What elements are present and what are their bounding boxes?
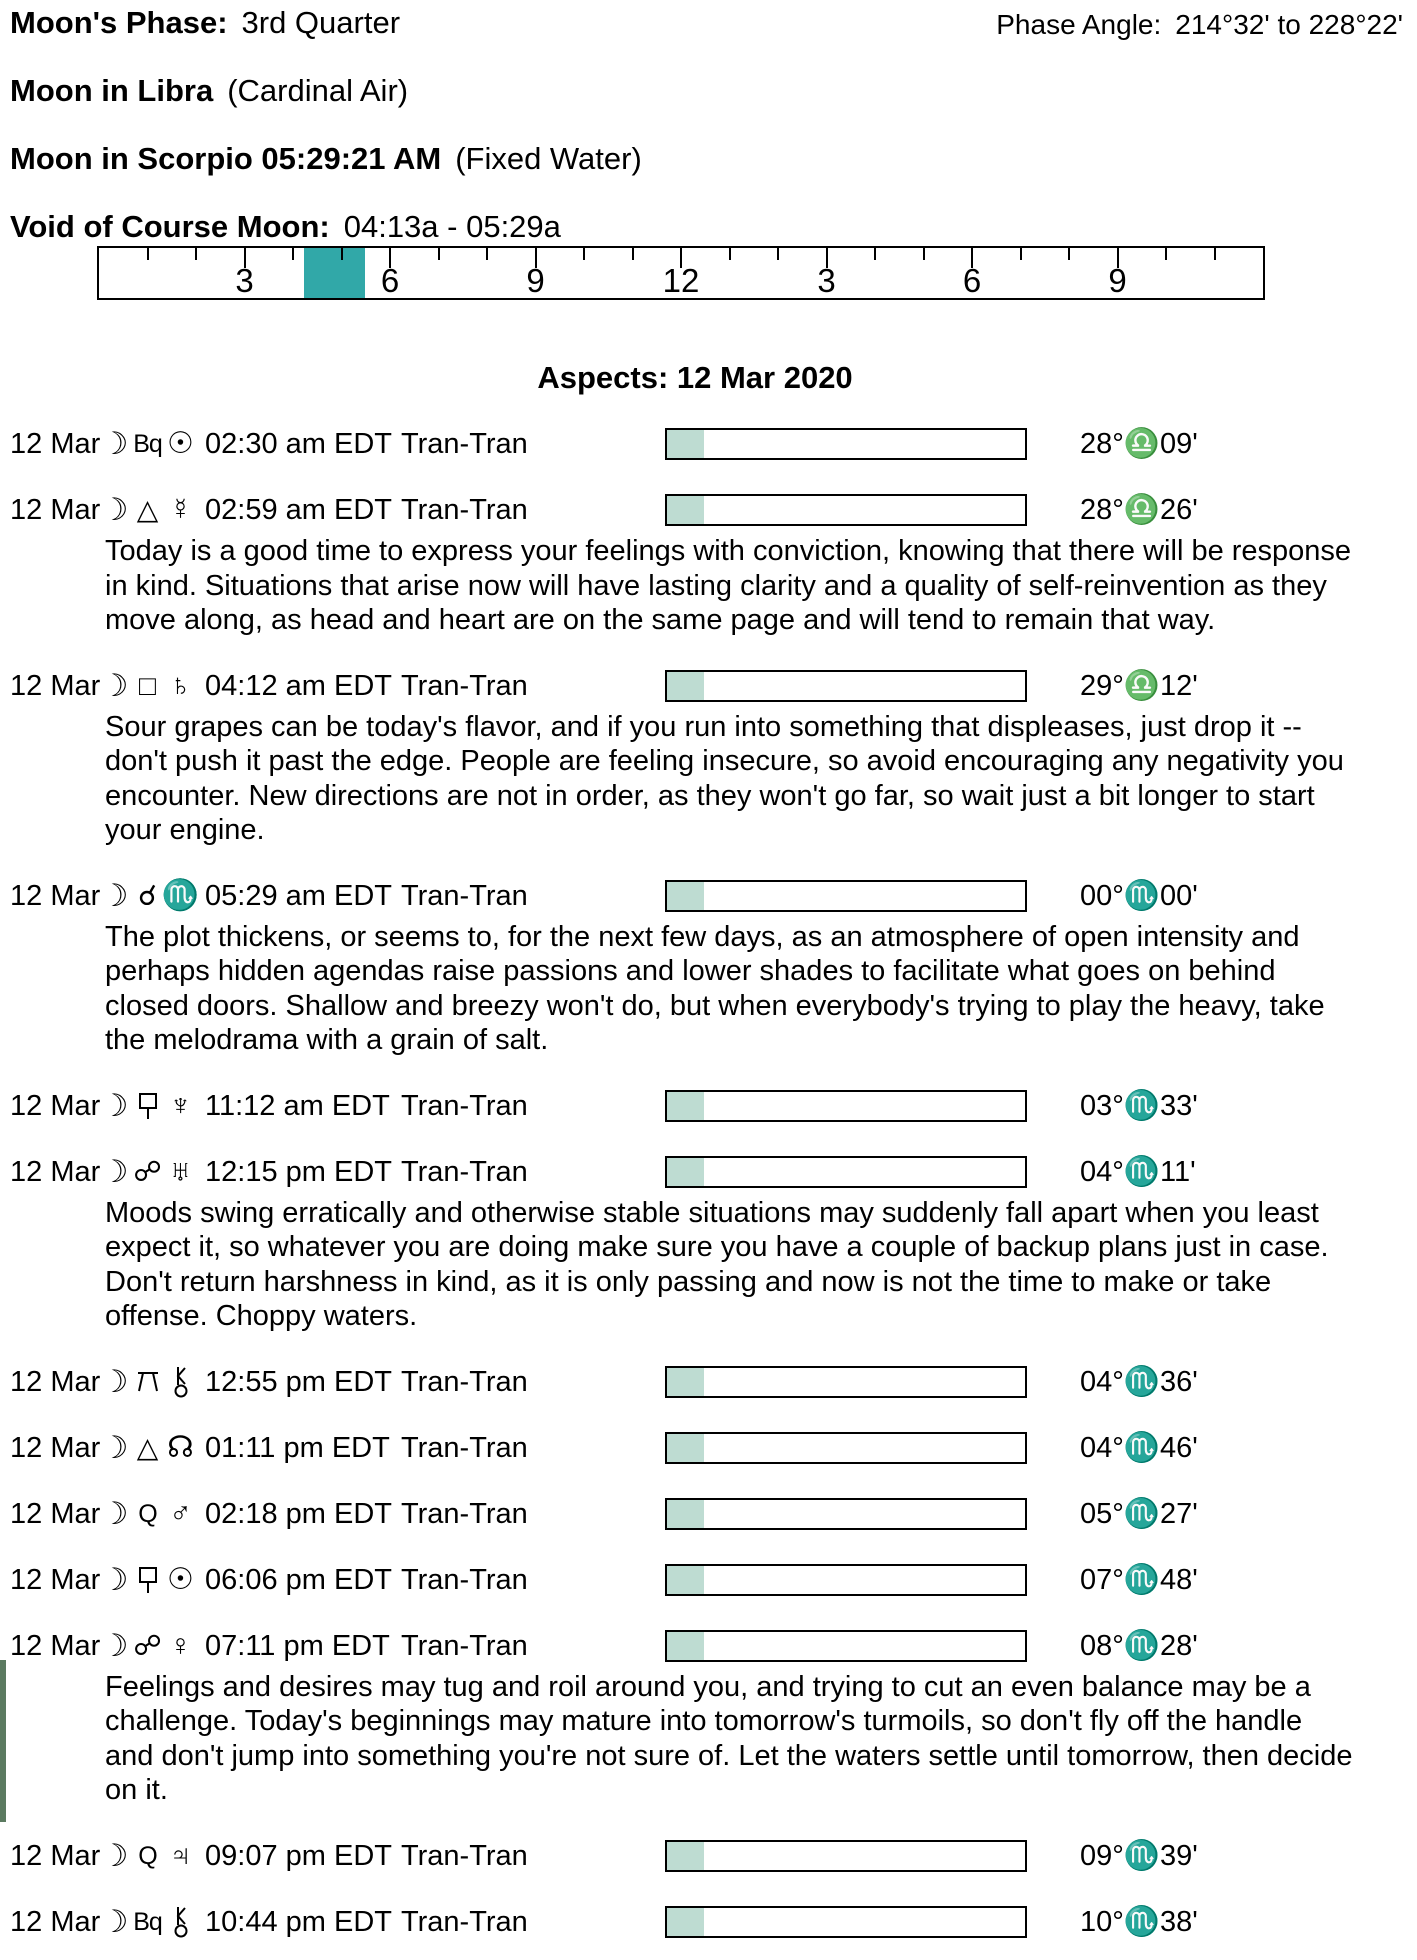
aspect-row-line bbox=[10, 1838, 1417, 1874]
aspect-row[interactable] bbox=[10, 1088, 1417, 1124]
aspect-row-line bbox=[10, 1628, 1417, 1664]
aspect-row[interactable] bbox=[10, 426, 1417, 462]
aspect-time: 02:30 am EDT bbox=[205, 428, 392, 460]
aspect-degree: 28°♎26' bbox=[1080, 494, 1198, 526]
planet-icon bbox=[164, 1364, 197, 1400]
orb-progress-fill bbox=[667, 1092, 704, 1120]
moon-icon: ☽ bbox=[100, 492, 129, 527]
aspect-row-line bbox=[10, 1430, 1417, 1466]
orb-progress-fill bbox=[667, 1842, 704, 1870]
aspect-date: 12 Mar bbox=[10, 879, 101, 912]
aspect-row[interactable] bbox=[10, 668, 1417, 848]
aspect-row[interactable] bbox=[10, 1838, 1417, 1874]
moon-icon: ☽ bbox=[100, 1561, 129, 1597]
moon-sign-note: (Cardinal Air) bbox=[227, 73, 409, 108]
aspect-row-line bbox=[10, 878, 1417, 914]
aspect-time: 06:06 pm EDT bbox=[205, 1563, 392, 1596]
moon-icon: ☽ bbox=[100, 667, 129, 703]
orb-progress-fill bbox=[667, 1908, 704, 1936]
orb-progress-bar bbox=[665, 1366, 1027, 1398]
planet-icon bbox=[164, 1904, 197, 1940]
phase-angle-label: Phase Angle: bbox=[996, 9, 1162, 40]
header-row-moon-ingress bbox=[10, 142, 1417, 176]
aspect-type: Tran-Tran bbox=[401, 494, 528, 526]
aspect-type: Tran-Tran bbox=[401, 1155, 528, 1188]
aspect-type: Tran-Tran bbox=[401, 1839, 528, 1872]
aspect-interpretation: Sour grapes can be today's flavor, and if you run into something that displeases, just drop it -- don't push it past the edge. People are feeling insecure, so avoid encouraging any negativity you encounter. New directions are not in order, as they won't go far, so wait just a bit longer to start your engine. bbox=[105, 710, 1344, 846]
orb-progress-fill bbox=[667, 1158, 704, 1186]
phase-angle bbox=[996, 6, 1403, 42]
aspect-interpretation: The plot thickens, or seems to, for the next few days, as an atmosphere of open intensity and perhaps hidden agendas raise passions and lower shades to facilitate what goes on behind closed doors. Shallow and breezy won't do, but when everybody's trying to play the heavy, take the melodrama with a grain of salt. bbox=[105, 920, 1325, 1056]
orb-progress-bar bbox=[665, 428, 1027, 460]
paragraph-marker bbox=[0, 1660, 6, 1822]
aspect-date: 12 Mar bbox=[10, 1839, 101, 1872]
planet-icon: ♄ bbox=[169, 668, 192, 702]
aspect-row-line bbox=[10, 1088, 1417, 1124]
header-row-voc bbox=[10, 210, 1417, 244]
aspect-row-line bbox=[10, 1364, 1417, 1400]
aspect-degree: 00°♏00' bbox=[1080, 879, 1198, 912]
orb-progress-bar bbox=[665, 670, 1027, 702]
aspect-date: 12 Mar bbox=[10, 1497, 101, 1530]
orb-progress-bar bbox=[665, 494, 1027, 526]
aspect-interpretation: Feelings and desires may tug and roil around you, and trying to cut an even balance may be a challenge. Today's beginnings may mature into tomorrow's turmoils, so don't fly off the handle and don't jump into something you're not sure of. Let the waters settle until tomorrow, then decide on it. bbox=[105, 1670, 1353, 1806]
orb-progress-bar bbox=[665, 1630, 1027, 1662]
aspect-type: Tran-Tran bbox=[401, 1431, 528, 1464]
orb-progress-bar bbox=[665, 880, 1027, 912]
aspect-icon: Q bbox=[138, 1499, 157, 1528]
moon-sign-label: Moon in Libra bbox=[10, 73, 214, 108]
aspect-time: 02:59 am EDT bbox=[205, 494, 392, 526]
orb-progress-bar bbox=[665, 1432, 1027, 1464]
aspect-icon: △ bbox=[136, 494, 159, 525]
aspect-row-line bbox=[10, 1154, 1417, 1190]
voc-value: 04:13a - 05:29a bbox=[343, 209, 561, 244]
aspect-type: Tran-Tran bbox=[401, 428, 528, 460]
aspect-degree: 04°♏36' bbox=[1080, 1365, 1198, 1398]
aspect-icon: ☍ bbox=[133, 1629, 162, 1661]
aspect-icon bbox=[131, 1088, 164, 1124]
aspect-icon: Bq bbox=[133, 430, 162, 458]
aspect-row[interactable] bbox=[10, 1430, 1417, 1466]
header-row-moon-sign bbox=[10, 74, 1417, 108]
aspect-time: 12:15 pm EDT bbox=[205, 1155, 392, 1188]
aspect-type: Tran-Tran bbox=[401, 1089, 528, 1122]
aspect-degree: 07°♏48' bbox=[1080, 1563, 1198, 1596]
aspect-icon: Bq bbox=[133, 1907, 162, 1936]
aspect-icon bbox=[131, 1364, 164, 1400]
aspect-row[interactable] bbox=[10, 1364, 1417, 1400]
aspect-degree: 10°♏38' bbox=[1080, 1905, 1198, 1938]
aspect-time: 07:11 pm EDT bbox=[205, 1629, 390, 1662]
moon-phase bbox=[10, 6, 400, 42]
aspect-degree: 29°♎12' bbox=[1080, 669, 1198, 702]
moon-icon: ☽ bbox=[100, 1903, 129, 1939]
aspect-degree: 09°♏39' bbox=[1080, 1839, 1198, 1872]
moon-phase-label: Moon's Phase: bbox=[10, 5, 228, 40]
aspects-title: Aspects: 12 Mar 2020 bbox=[537, 360, 853, 395]
voc-timeline-ruler: 3 6 9 12 3 6 9 bbox=[97, 246, 1265, 300]
aspect-date: 12 Mar bbox=[10, 428, 101, 460]
aspect-date: 12 Mar bbox=[10, 1905, 101, 1938]
aspect-row[interactable] bbox=[10, 1628, 1417, 1808]
moon-ingress-label: Moon in Scorpio 05:29:21 AM bbox=[10, 141, 442, 176]
orb-progress-fill bbox=[667, 1566, 704, 1594]
voc-label: Void of Course Moon: bbox=[10, 209, 330, 244]
orb-progress-fill bbox=[667, 1500, 704, 1528]
aspect-time: 11:12 am EDT bbox=[205, 1089, 390, 1122]
orb-progress-bar bbox=[665, 1564, 1027, 1596]
aspect-interpretation: Today is a good time to express your feelings with conviction, knowing that there will be response in kind. Situations that arise now will have lasting clarity and a quality of self-reinvention as they move along, as head and heart are on the same page and will tend to remain that way. bbox=[105, 535, 1352, 636]
aspect-type: Tran-Tran bbox=[401, 1563, 528, 1596]
moon-icon: ☽ bbox=[100, 426, 129, 461]
aspect-date: 12 Mar bbox=[10, 1431, 101, 1464]
planet-icon: ♃ bbox=[169, 1838, 192, 1872]
orb-progress-bar bbox=[665, 1498, 1027, 1530]
moon-icon: ☽ bbox=[100, 1627, 129, 1663]
orb-progress-fill bbox=[667, 496, 704, 524]
aspect-type: Tran-Tran bbox=[401, 1905, 528, 1938]
moon-phase-value: 3rd Quarter bbox=[241, 5, 401, 40]
orb-progress-bar bbox=[665, 1840, 1027, 1872]
planet-icon: ☊ bbox=[167, 1430, 194, 1464]
orb-progress-fill bbox=[667, 1434, 704, 1462]
planet-icon: ♂ bbox=[169, 1496, 192, 1530]
phase-angle-value: 214°32' to 228°22' bbox=[1175, 9, 1403, 40]
aspect-type: Tran-Tran bbox=[401, 1629, 528, 1662]
orb-progress-bar bbox=[665, 1906, 1027, 1938]
orb-progress-fill bbox=[667, 1368, 704, 1396]
aspect-icon: Q bbox=[138, 1841, 157, 1870]
moon-ingress-note: (Fixed Water) bbox=[455, 141, 642, 176]
aspect-date: 12 Mar bbox=[10, 1089, 101, 1122]
aspect-type: Tran-Tran bbox=[401, 879, 528, 912]
aspect-time: 12:55 pm EDT bbox=[205, 1365, 392, 1398]
aspect-row[interactable] bbox=[10, 492, 1417, 638]
planet-icon: ☉ bbox=[167, 427, 194, 460]
orb-progress-bar bbox=[665, 1156, 1027, 1188]
planet-icon: ♆ bbox=[169, 1088, 192, 1122]
aspect-date: 12 Mar bbox=[10, 1155, 101, 1188]
aspect-time: 04:12 am EDT bbox=[205, 669, 392, 702]
moon-icon: ☽ bbox=[100, 1087, 129, 1123]
moon-icon: ☽ bbox=[100, 1153, 129, 1189]
orb-progress-fill bbox=[667, 1632, 704, 1660]
aspect-degree: 03°♏33' bbox=[1080, 1089, 1198, 1122]
planet-icon: ♏ bbox=[161, 878, 200, 912]
aspect-degree: 08°♏28' bbox=[1080, 1629, 1198, 1662]
aspect-type: Tran-Tran bbox=[401, 1497, 528, 1530]
aspect-list bbox=[10, 426, 1417, 1940]
aspect-degree: 05°♏27' bbox=[1080, 1497, 1198, 1530]
aspect-row-line bbox=[10, 1904, 1417, 1940]
aspect-type: Tran-Tran bbox=[401, 1365, 528, 1398]
aspect-date: 12 Mar bbox=[10, 1365, 101, 1398]
aspect-row[interactable] bbox=[10, 1496, 1417, 1532]
orb-progress-bar bbox=[665, 1090, 1027, 1122]
aspect-icon: ☍ bbox=[133, 1155, 162, 1187]
aspect-date: 12 Mar bbox=[10, 669, 101, 702]
planet-icon: ☉ bbox=[167, 1562, 194, 1596]
orb-progress-fill bbox=[667, 430, 704, 458]
aspect-row-line bbox=[10, 492, 1417, 528]
aspect-date: 12 Mar bbox=[10, 494, 101, 526]
orb-progress-fill bbox=[667, 672, 704, 700]
aspect-icon: △ bbox=[136, 1431, 159, 1463]
aspect-time: 09:07 pm EDT bbox=[205, 1839, 392, 1872]
aspect-row-line bbox=[10, 1562, 1417, 1598]
aspect-row[interactable] bbox=[10, 878, 1417, 1058]
aspect-time: 10:44 pm EDT bbox=[205, 1905, 392, 1938]
moon-icon: ☽ bbox=[100, 877, 129, 913]
moon-icon: ☽ bbox=[100, 1837, 129, 1873]
aspect-time: 05:29 am EDT bbox=[205, 879, 392, 912]
moon-icon: ☽ bbox=[100, 1495, 129, 1531]
aspect-row-line bbox=[10, 668, 1417, 704]
voc-highlight-cell bbox=[304, 248, 365, 298]
planet-icon: ☿ bbox=[169, 493, 192, 526]
moon-icon: ☽ bbox=[100, 1363, 129, 1399]
orb-progress-fill bbox=[667, 882, 704, 910]
aspect-interpretation: Moods swing erratically and otherwise stable situations may suddenly fall apart when you least expect it, so whatever you are doing make sure you have a couple of backup plans just in case. Don't return harshness in kind, as it is only passing and now is not the time to make or take offense. Choppy waters. bbox=[105, 1196, 1329, 1332]
aspect-row[interactable] bbox=[10, 1154, 1417, 1334]
header-row-phase bbox=[10, 6, 1417, 42]
aspect-row[interactable] bbox=[10, 1904, 1417, 1940]
aspect-time: 01:11 pm EDT bbox=[205, 1431, 390, 1464]
aspect-icon: ☌ bbox=[138, 879, 157, 911]
aspect-icon bbox=[131, 1562, 164, 1598]
planet-icon: ♀ bbox=[169, 1628, 192, 1662]
aspect-row-line bbox=[10, 426, 1417, 462]
aspect-time: 02:18 pm EDT bbox=[205, 1497, 392, 1530]
aspect-date: 12 Mar bbox=[10, 1629, 101, 1662]
planet-icon: ♅ bbox=[169, 1154, 192, 1188]
aspect-degree: 28°♎09' bbox=[1080, 428, 1198, 460]
aspect-type: Tran-Tran bbox=[401, 669, 528, 702]
aspect-degree: 04°♏11' bbox=[1080, 1155, 1196, 1188]
aspect-date: 12 Mar bbox=[10, 1563, 101, 1596]
aspect-row-line bbox=[10, 1496, 1417, 1532]
aspect-degree: 04°♏46' bbox=[1080, 1431, 1198, 1464]
aspect-icon: □ bbox=[139, 669, 156, 701]
aspect-row[interactable] bbox=[10, 1562, 1417, 1598]
moon-icon: ☽ bbox=[100, 1429, 129, 1465]
